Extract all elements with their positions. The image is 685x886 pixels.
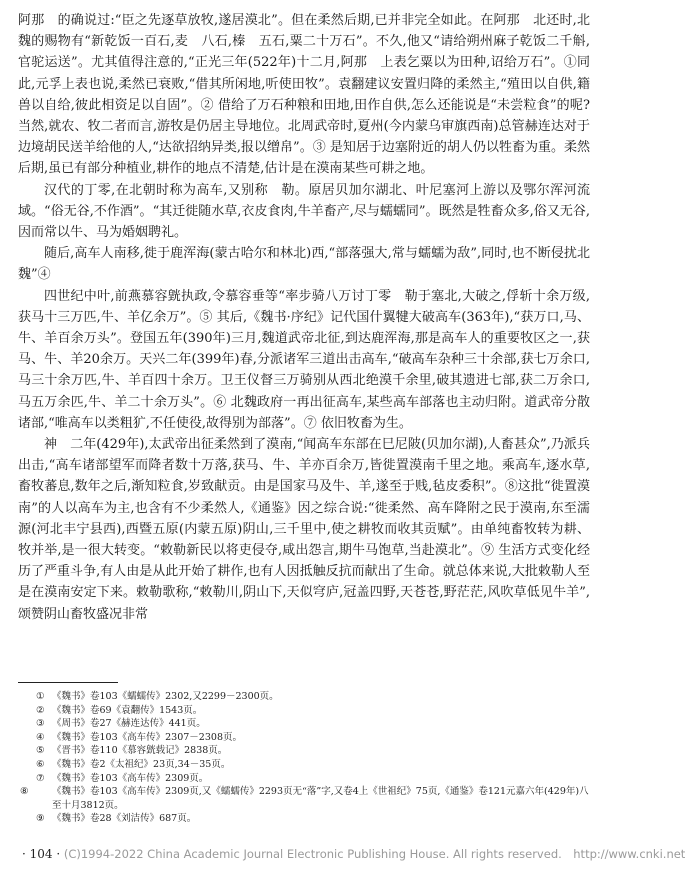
paragraph-3: 随后,高车人南移,徙于鹿浑海(蒙古哈尔和林北)西,“部落强大,常与蠕蠕为敌”,同时,也不断侵扰北魏”④ xyxy=(18,246,590,283)
footnote: ⑨ 《魏书》卷28《刘洁传》687页。 xyxy=(36,813,197,825)
paragraph-5: 神 二年(429年),太武帝出征柔然到了漠南,“闻高车东部在巳尼陂(贝加尔湖),人畜甚众”,乃派兵出击,“高车诸部望军而降者数十万落,获马、牛、羊亦百余万,皆徙置漠南千里之地。乘高车,逐水草,畜牧蕃息,数年之后,渐知粒食,岁致献贡。由是国家马及牛、羊,遂至于贱,毡皮委积”。⑧这批“徙置漠南”的人以高车为主,也含有不少柔然人,《通鉴》因之综合说:“徙柔然、高车降附之民于漠南,东至濡源(河北丰宁县西),西暨五原(内蒙五原)阴山,三千里中,使之耕牧而收其贡赋”。由单纯畜牧转为耕、牧并举,是一很大转变。“敕勒新民以将吏侵夺,咸出怨言,期牛马饱草,当赴漠北”。⑨ 生活方式变化经历了严重斗争,有人由是从此开始了耕作,也有人因抵触反抗而献出了生命。就总体来说,大批敕勒人至是在漠南安定下来。敕勒歌称,“敕勒川,阴山下,天似穹庐,冠盖四野,天苍苍,野茫茫,风吹草低见牛羊”,颂赞阴山畜牧盛况非常 xyxy=(18,437,590,622)
copyright-notice: (C)1994-2022 China Academic Journal Electronic Publishing House. All rights reserved. http://www.cnki.net xyxy=(63,847,685,861)
page-footer xyxy=(22,846,685,862)
page-number: · 104 · xyxy=(22,847,61,861)
paragraph-4: 四世纪中叶,前燕慕容皝执政,令慕容垂等“率步骑八万讨丁零 勒于塞北,大破之,俘斩十余万级,获马十三万匹,牛、羊亿余万”。⑤ 其后,《魏书·序纪》记代国什翼犍大破高车(363年),“获万口,马、牛、羊百余万头”。登国五年(390年)三月,魏道武帝北征,到达鹿浑海,那是高车人的重要牧区之一,获马、牛、羊20余万。天兴二年(399年)春,分派诸军三道出击高车,“破高车杂种三十余部,获七万余口,马三十余万匹,牛、羊百四十余万。卫王仪督三万骑别从西北绝漠千余里,破其遗进七部,获二万余口,马五万余匹,牛、羊二十余万头”。⑥ 北魏政府一再出征高车,某些高车部落也主动归附。道武帝分散诸部,“唯高车以类粗犷,不任使役,故得别为部落”。⑦ 依旧牧畜为生。 xyxy=(18,288,590,431)
footnote: ① 《魏书》卷103《蠕蠕传》2302,又2299－2300页。 xyxy=(36,691,279,702)
footnote: ③ 《周书》卷27《赫连达传》441页。 xyxy=(36,718,206,730)
body-text xyxy=(18,10,590,625)
footnote-divider xyxy=(18,682,118,683)
footnote: ④ 《魏书》卷103《高车传》2307－2308页。 xyxy=(36,731,242,743)
paragraph-2: 汉代的丁零,在北朝时称为高车,又别称 勒。原居贝加尔湖北、叶尼塞河上游以及鄂尔浑河流域。“俗无谷,不作酒”。“其迁徙随水草,衣皮食肉,牛羊畜产,尽与蠕蠕同”。既然是牲畜众多,俗又无谷,因而常以牛、马为婚姻聘礼。 xyxy=(18,182,590,241)
footnote: ⑦ 《魏书》卷103《高车传》2309页。 xyxy=(36,772,209,784)
footnote: ② 《魏书》卷69《袁翻传》1543页。 xyxy=(36,704,203,716)
footnote: ⑤ 《晋书》卷110《慕容皝载记》2838页。 xyxy=(36,745,228,757)
footnote: ⑧ 《魏书》卷103《高车传》2309页,又《蠕蠕传》2293页无“落”字,又卷4上《世祖纪》75页,《通鉴》卷121元嘉六年(429年)八至十月3812页。 xyxy=(20,786,589,811)
paragraph-1: 阿那 的确说过:“臣之先逐草放牧,遂居漠北”。但在柔然后期,已并非完全如此。在阿那 北还时,北魏的赐物有“新乾饭一百石,麦 八石,榛 五石,粟二十万石”。不久,他又“请给朔州麻子乾饭二千斛,官驼运送”。尤其值得注意的,“正光三年(522年)十二月,阿那 上表乞粟以为田种,诏给万石”。①同此,元孚上表也说,柔然已衰败,“借其所闲地,听使田牧”。袁翻建议安置归降的柔然主,“殖田以自供,籍兽以自给,彼此相资足以自固”。② 借给了万石种粮和田地,田作自供,怎么还能说是“未尝粒食”的呢? 当然,就农、牧二者而言,游牧是仍居主导地位。北周武帝时,夏州(今内蒙乌审旗西南)总管赫连达对于边境胡民送羊给他的人,“达欲招纳异类,报以缯帛”。③ 是知居于边塞附近的胡人仍以牲畜为重。柔然后期,虽已有部分种植业,耕作的地点不清楚,估计是在漠南某些可耕之地。 xyxy=(18,13,590,177)
footnotes xyxy=(20,690,592,826)
footnote: ⑥ 《魏书》卷2《太祖纪》23页,34－35页。 xyxy=(36,758,231,770)
